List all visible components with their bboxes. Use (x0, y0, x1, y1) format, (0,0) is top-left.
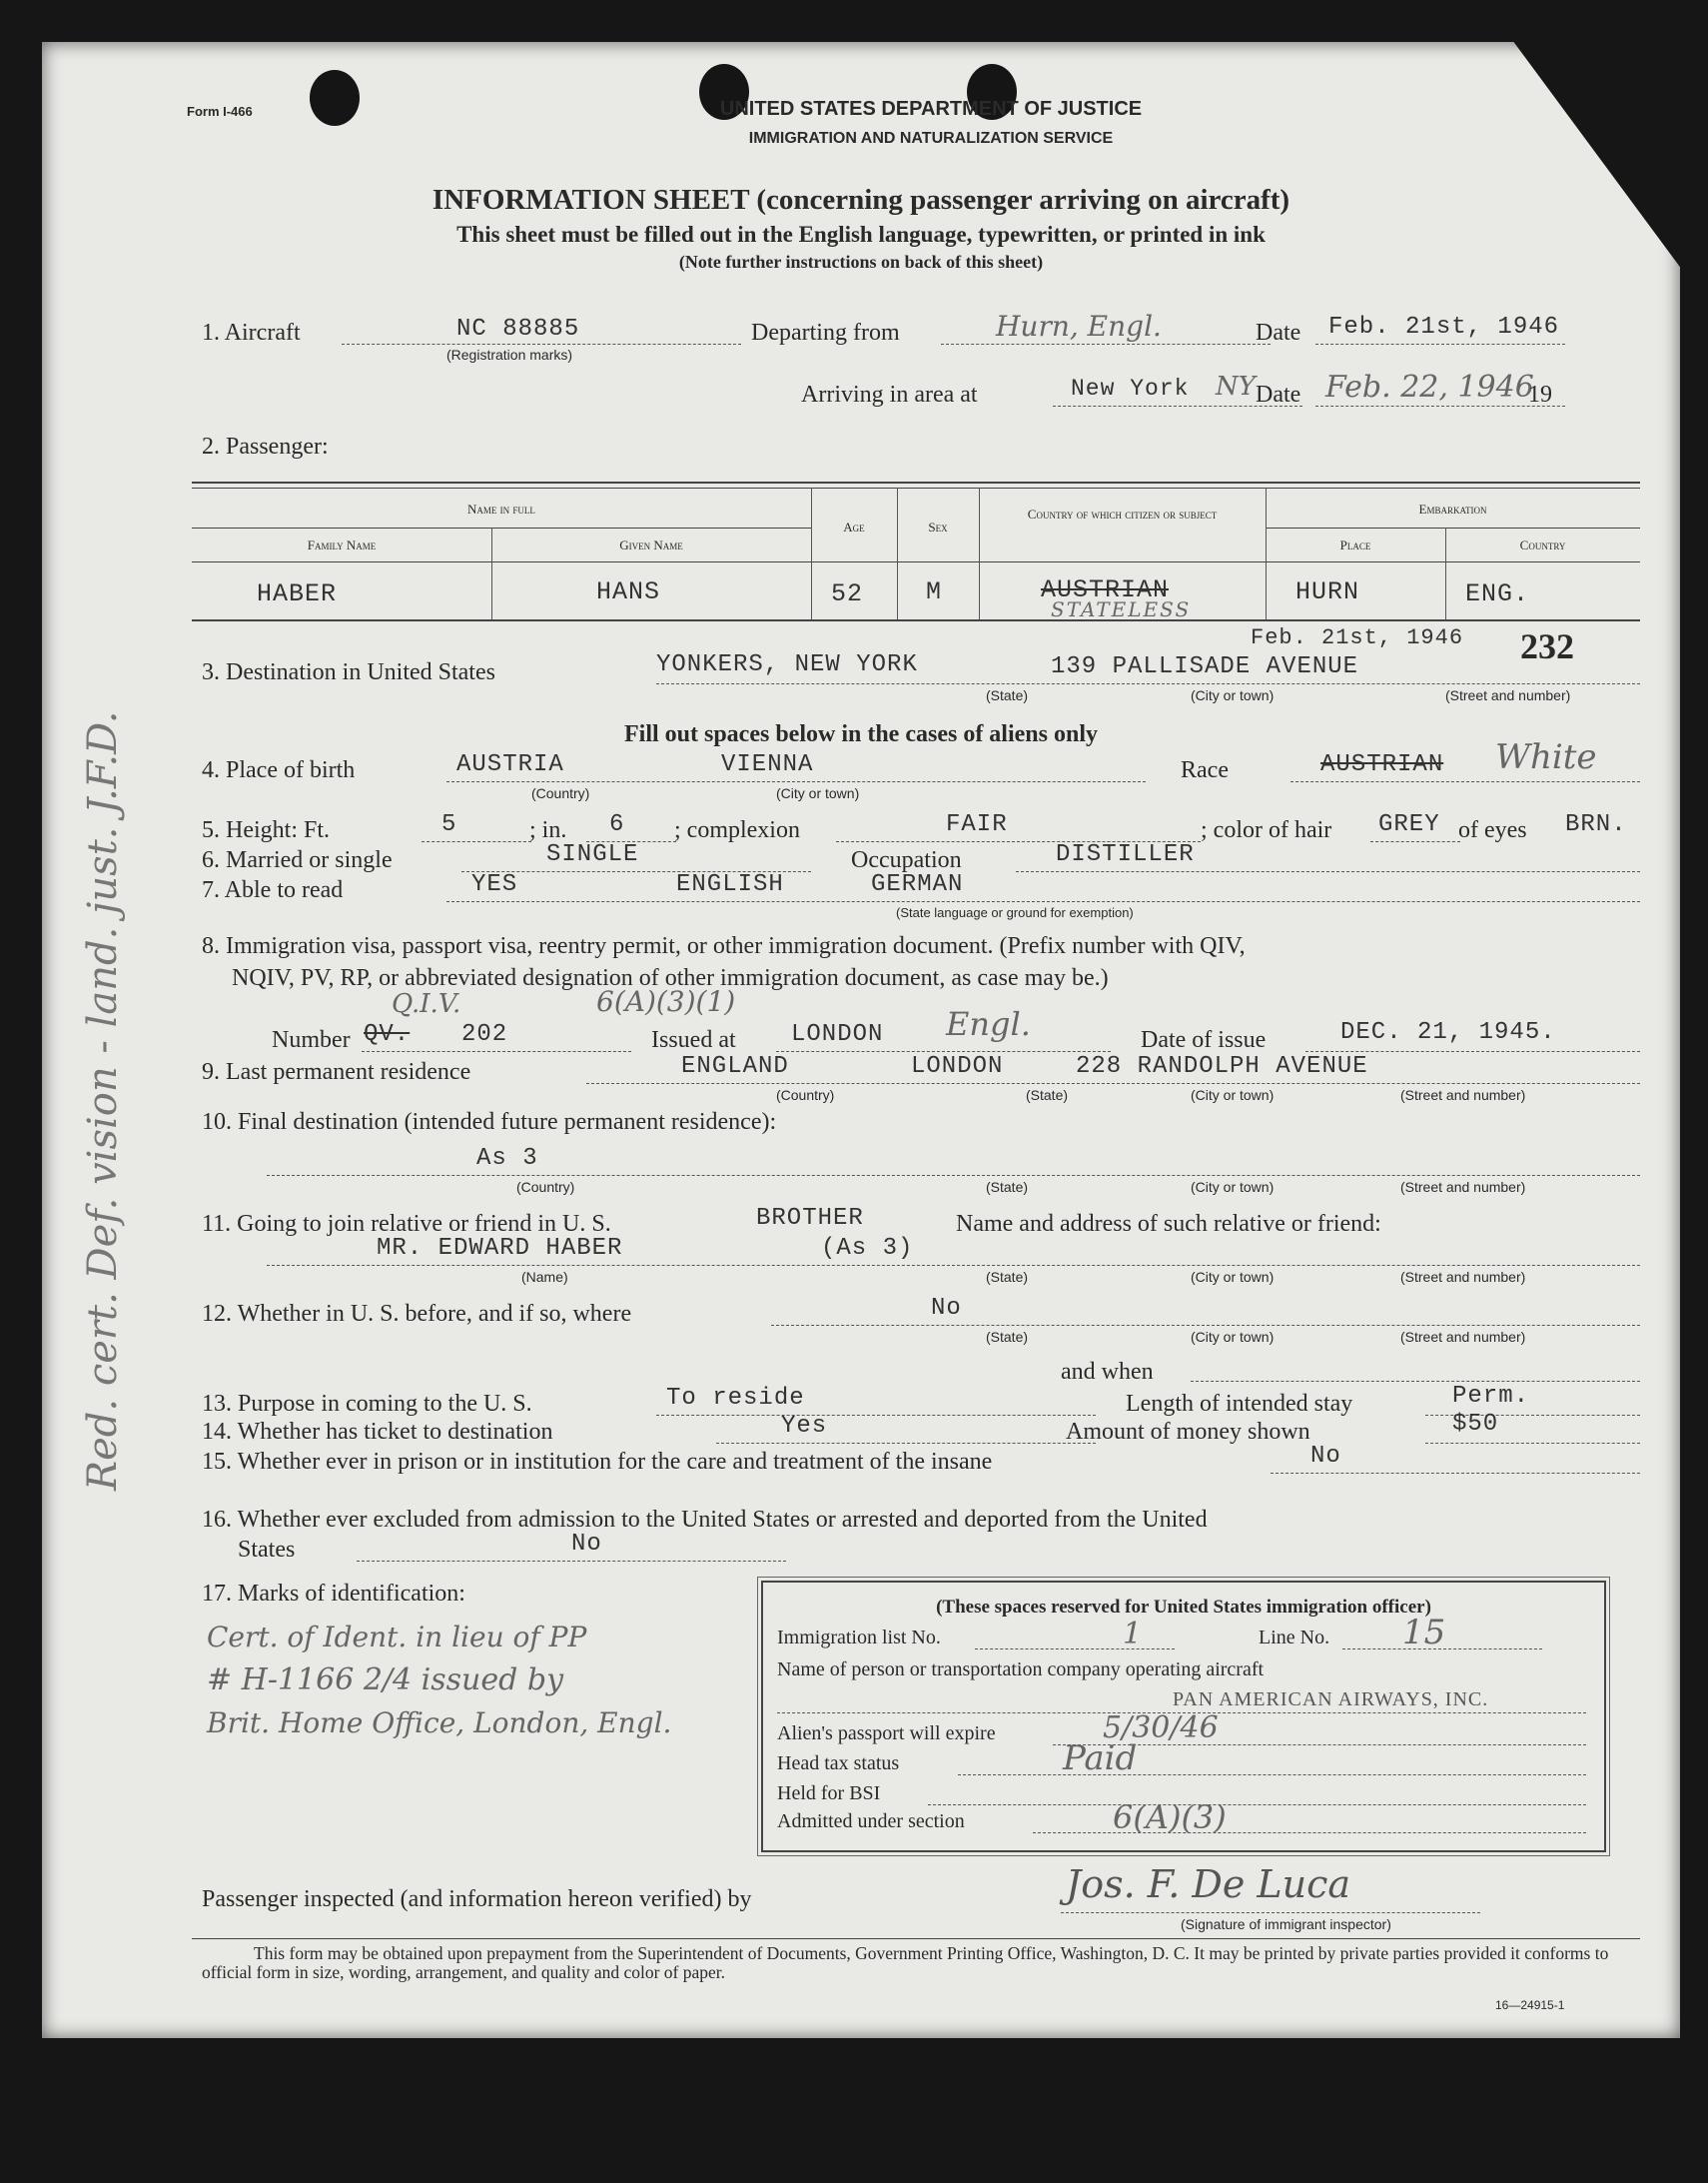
hair-value: GREY (1378, 811, 1440, 838)
height-in: 6 (609, 811, 625, 838)
arriving-value: New York (1071, 376, 1190, 402)
read-lang1: ENGLISH (676, 871, 784, 898)
arr-date-suffix: 19 (1528, 382, 1552, 408)
q2-label: 2. Passenger: (202, 434, 329, 460)
residence-street: 228 RANDOLPH AVENUE (1076, 1053, 1368, 1080)
inspected-label: Passenger inspected (and information hereon verified) by (202, 1886, 752, 1912)
number-label: Number (272, 1027, 351, 1053)
arriving-label: Arriving in area at (801, 382, 978, 408)
birth-country: AUSTRIA (456, 751, 564, 778)
list-no-value: 1 (1123, 1617, 1143, 1651)
dept-name: UNITED STATES DEPARTMENT OF JUSTICE (719, 98, 1143, 120)
line-no-label: Line No. (1259, 1627, 1330, 1648)
tax-label: Head tax status (777, 1752, 900, 1774)
cell-place: HURN (1295, 577, 1360, 606)
q17-label: 17. Marks of identification: (202, 1581, 465, 1607)
received-stamp-date: Feb. 21st, 1946 (1251, 625, 1464, 650)
q9-cap-country: (Country) (776, 1087, 835, 1103)
id-marks-line2: # H-1166 2/4 issued by (207, 1662, 564, 1697)
hair-label: ; color of hair (1201, 817, 1332, 843)
ticket-value: Yes (781, 1413, 828, 1440)
aircraft-value: NC 88885 (456, 316, 580, 343)
money-label: Amount of money shown (1066, 1419, 1310, 1445)
race-label: Race (1181, 757, 1229, 783)
q10-cap-state: (State) (986, 1179, 1029, 1195)
q8-label: 8. Immigration visa, passport visa, reentry permit, or other immigration document. (Prefix number with QIV, (202, 933, 1246, 959)
th-place: Place (1339, 538, 1371, 552)
th-embarkation: Embarkation (1418, 502, 1487, 517)
th-country-citizen: Country of which citizen or subject (1027, 507, 1218, 522)
q13-label: 13. Purpose in coming to the U. S. (202, 1391, 532, 1417)
footer-code: 16—24915-1 (1495, 1998, 1565, 2012)
signature-caption: (Signature of immigrant inspector) (1181, 1916, 1391, 1932)
q10-cap-street: (Street and number) (1400, 1179, 1526, 1195)
doi-label: Date of issue (1141, 1027, 1267, 1053)
before-value: No (931, 1295, 962, 1322)
q11-cap-state: (State) (986, 1269, 1029, 1285)
q10-cap-country: (Country) (516, 1179, 575, 1195)
q7-caption: (State language or ground for exemption) (896, 905, 1134, 920)
q4-cap-city: (City or town) (776, 785, 860, 801)
read-lang2: GERMAN (871, 871, 964, 898)
received-stamp-number: 232 (1520, 626, 1574, 666)
q3-cap-street: (Street and number) (1445, 687, 1571, 703)
dest-street: 139 PALLISADE AVENUE (1051, 653, 1359, 680)
bsi-label: Held for BSI (777, 1782, 881, 1804)
th-sex: Sex (928, 520, 948, 535)
officer-box-title: (These spaces reserved for United States immigration officer) (936, 1597, 1431, 1618)
id-marks-line1: Cert. of Ident. in lieu of PP (207, 1621, 587, 1653)
relative-addr: (As 3) (821, 1235, 914, 1262)
cell-citizen-note: STATELESS (1051, 597, 1192, 621)
money-value: $50 (1452, 1411, 1499, 1438)
service-name: IMMIGRATION AND NATURALIZATION SERVICE (748, 130, 1114, 147)
stay-value: Perm. (1452, 1383, 1530, 1410)
q6-label: 6. Married or single (202, 847, 393, 873)
q10-label: 10. Final destination (intended future permanent residence): (202, 1109, 777, 1135)
company-label: Name of person or transportation company operating aircraft (777, 1658, 1265, 1680)
list-no-label: Immigration list No. (777, 1627, 941, 1648)
q12-label: 12. Whether in U. S. before, and if so, where (202, 1301, 632, 1327)
q3-label: 3. Destination in United States (202, 659, 495, 685)
purpose-value: To reside (666, 1385, 805, 1412)
q9-cap-state: (State) (1026, 1087, 1069, 1103)
section-value: 6(A)(3) (1113, 1798, 1227, 1836)
id-marks-line3: Brit. Home Office, London, Engl. (207, 1706, 672, 1739)
complexion-label: ; complexion (674, 817, 800, 843)
doi-value: DEC. 21, 1945. (1340, 1019, 1556, 1046)
q7-label: 7. Able to read (202, 877, 344, 903)
q8-label2: NQIV, PV, RP, or abbreviated designation of other immigration document, as case may be.) (232, 965, 1109, 991)
relative-name: MR. EDWARD HABER (377, 1235, 623, 1262)
issued-label: Issued at (651, 1027, 736, 1053)
q4-cap-country: (Country) (531, 785, 590, 801)
margin-note: Red. cert. Def. vision - land. just. J.F.D. (80, 710, 126, 1491)
punch-hole (310, 70, 360, 126)
residence-country: ENGLAND (681, 1053, 789, 1080)
q9-cap-city: (City or town) (1191, 1087, 1275, 1103)
q15-label: 15. Whether ever in prison or in institution for the care and treatment of the insane (202, 1449, 993, 1475)
date-label: Date (1256, 320, 1301, 346)
th-family-name: Family Name (307, 538, 377, 552)
q11-label2: Name and address of such relative or friend: (956, 1211, 1381, 1237)
passport-label: Alien's passport will expire (777, 1722, 996, 1744)
cell-given: HANS (596, 577, 661, 606)
departing-value: Hurn, Engl. (996, 310, 1162, 343)
stay-label: Length of intended stay (1126, 1391, 1353, 1417)
race-hand: White (1495, 737, 1597, 777)
relation-value: BROTHER (756, 1205, 864, 1232)
cell-country: ENG. (1465, 579, 1530, 608)
q11-label: 11. Going to join relative or friend in U. S. (202, 1211, 611, 1237)
q5-label: 5. Height: Ft. (202, 817, 331, 843)
footer-text: This form may be obtained upon prepayment from the Superintendent of Documents, Government Printing Office, Washington, D. C. It may be printed by private parties provided it conforms to official form in size, wording, arrangement, and quality and color of paper. (202, 1943, 1609, 1982)
in-label: ; in. (529, 817, 567, 843)
residence-city: LONDON (911, 1053, 1004, 1080)
th-age: Age (843, 520, 865, 535)
q11-cap-name: (Name) (521, 1269, 568, 1285)
cell-sex: M (926, 577, 943, 606)
aliens-heading: Fill out spaces below in the cases of aliens only (623, 721, 1098, 747)
q14-label: 14. Whether has ticket to destination (202, 1419, 553, 1445)
cell-age: 52 (831, 579, 864, 608)
form-sheet (42, 42, 1680, 2038)
q3-cap-city: (City or town) (1191, 687, 1275, 703)
arriving-hand: NY (1216, 372, 1256, 402)
hand-qiv: Q.I.V. (392, 989, 461, 1019)
th-given-name: Given Name (619, 538, 683, 552)
arr-date-label: Date (1256, 382, 1301, 408)
q11-cap-city: (City or town) (1191, 1269, 1275, 1285)
q16-label: 16. Whether ever excluded from admission to the United States or arrested and deported from the United (202, 1507, 1208, 1533)
eyes-label: of eyes (1458, 817, 1527, 843)
cell-family: HABER (257, 579, 338, 608)
birth-city: VIENNA (721, 751, 814, 778)
arr-date-value: Feb. 22, 1946 (1325, 370, 1534, 405)
q12-cap-city: (City or town) (1191, 1329, 1275, 1345)
reg-caption: (Registration marks) (446, 347, 573, 363)
number-strike: QV. (364, 1021, 411, 1048)
final-dest-value: As 3 (476, 1145, 538, 1172)
inspector-signature: Jos. F. De Luca (1066, 1862, 1351, 1906)
eyes-value: BRN. (1565, 811, 1627, 838)
form-instruction: This sheet must be filled out in the English language, typewritten, or printed in ink (456, 222, 1266, 247)
issued-hand: Engl. (946, 1005, 1031, 1043)
q1-label: 1. Aircraft (202, 320, 301, 346)
excluded-value: No (571, 1531, 602, 1558)
occupation-label: Occupation (851, 847, 962, 873)
married-value: SINGLE (546, 841, 639, 868)
issued-value: LONDON (791, 1021, 884, 1048)
th-name-in-full: Name in full (467, 502, 535, 517)
dest-city: YONKERS, NEW YORK (656, 651, 918, 678)
and-when-label: and when (1061, 1359, 1154, 1385)
q16-label2: States (238, 1537, 296, 1563)
departing-label: Departing from (751, 320, 900, 346)
tax-value: Paid (1063, 1738, 1138, 1778)
form-note: (Note further instructions on back of this sheet) (678, 252, 1044, 272)
officer-box (761, 1581, 1606, 1852)
prison-value: No (1310, 1443, 1341, 1470)
form-id: Form I-466 (187, 104, 253, 119)
date-value: Feb. 21st, 1946 (1328, 314, 1560, 341)
q3-cap-state: (State) (986, 687, 1029, 703)
q12-cap-street: (Street and number) (1400, 1329, 1526, 1345)
company-value: PAN AMERICAN AIRWAYS, INC. (1173, 1688, 1489, 1710)
section-label: Admitted under section (777, 1810, 965, 1832)
hand-section: 6(A)(3)(1) (596, 985, 736, 1018)
th-country: Country (1519, 538, 1566, 552)
q9-cap-street: (Street and number) (1400, 1087, 1526, 1103)
q12-cap-state: (State) (986, 1329, 1029, 1345)
q11-cap-street: (Street and number) (1400, 1269, 1526, 1285)
q10-cap-city: (City or town) (1191, 1179, 1275, 1195)
height-ft: 5 (441, 811, 457, 838)
passport-value: 5/30/46 (1103, 1710, 1219, 1745)
form-title: INFORMATION SHEET (concerning passenger arriving on aircraft) (431, 184, 1290, 216)
read-value: YES (471, 871, 518, 898)
number-value: 202 (461, 1021, 508, 1048)
line-no-value: 15 (1402, 1613, 1446, 1652)
occupation-value: DISTILLER (1056, 841, 1195, 868)
q9-label: 9. Last permanent residence (202, 1059, 471, 1085)
race-value: AUSTRIAN (1320, 751, 1444, 778)
complexion-value: FAIR (946, 811, 1008, 838)
cell-citizen: AUSTRIAN (1041, 575, 1170, 604)
q4-label: 4. Place of birth (202, 757, 356, 783)
